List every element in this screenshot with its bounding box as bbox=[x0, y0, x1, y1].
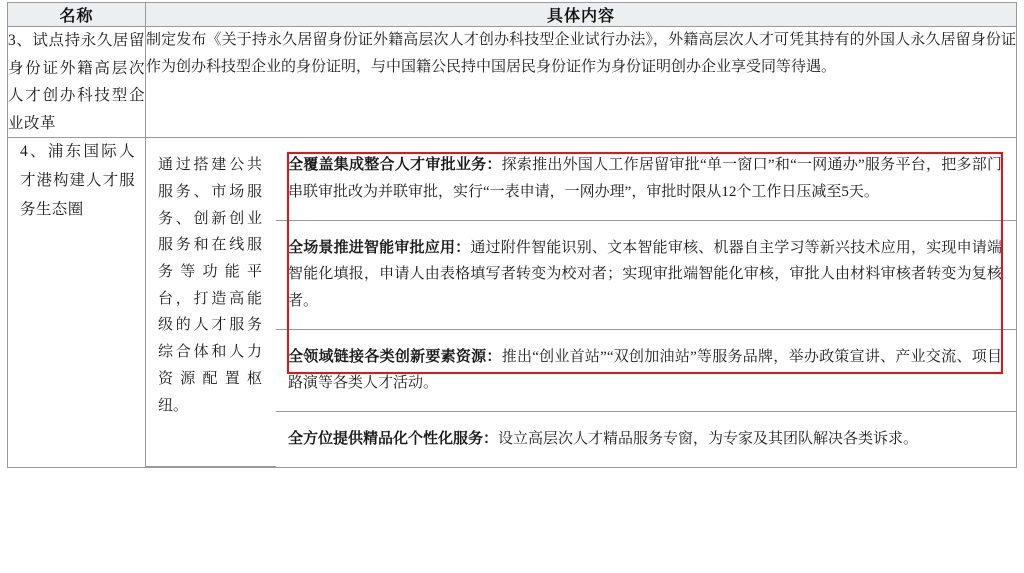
sub-row bbox=[146, 138, 1016, 220]
sub-item-cell bbox=[276, 220, 1016, 329]
sub-item-lead: 全覆盖集成整合人才审批业务： bbox=[288, 157, 502, 174]
sub-row bbox=[146, 329, 1016, 411]
sub-item-text: 推出“创业首站”“双创加油站”等服务品牌，举办政策宣讲、产业交流、项目路演等各类人才活动。 bbox=[288, 348, 1002, 392]
row-description-cell: 通过搭建公共服务、市场服务、创新创业服务和在线服务等功能平台，打造高能级的人才服务综合体和人力资源配置枢纽。 bbox=[146, 138, 276, 467]
row-name-cell: 3、试点持永久居留身份证外籍高层次人才创办科技型企业改革 bbox=[8, 27, 146, 138]
document-page bbox=[0, 2, 1024, 573]
row-name-text: 4、浦东国际人才港构建人才服务生态圈 bbox=[20, 143, 135, 218]
row-content-cell bbox=[146, 138, 1017, 468]
sub-item-paragraph bbox=[288, 426, 1002, 453]
sub-item-paragraph bbox=[288, 152, 1002, 205]
sub-item-text: 设立高层次人才精品服务专窗，为专家及其团队解决各类诉求。 bbox=[498, 431, 919, 448]
sub-row bbox=[146, 412, 1016, 467]
column-header-content: 具体内容 bbox=[146, 3, 1017, 27]
policy-table bbox=[7, 2, 1017, 468]
sub-item-lead: 全方位提供精品化个性化服务： bbox=[288, 431, 499, 448]
sub-item-cell bbox=[276, 412, 1016, 467]
sub-item-lead: 全场景推进智能审批应用： bbox=[288, 239, 471, 256]
sub-item-text: 通过附件智能识别、文本智能审核、机器自主学习等新兴技术应用，实现申请端智能化填报，申请人由表格填写者转变为校对者；实现审批端智能化审核，审批人由材料审核者转变为复核者。 bbox=[288, 239, 1002, 310]
sub-item-paragraph bbox=[288, 235, 1002, 315]
table-row bbox=[8, 138, 1017, 468]
table-header bbox=[8, 3, 1017, 27]
column-header-name: 名称 bbox=[8, 3, 146, 27]
sub-items-table bbox=[146, 138, 1016, 467]
sub-item-lead: 全领域链接各类创新要素资源： bbox=[288, 348, 502, 365]
row-content-cell: 制定发布《关于持永久居留身份证外籍高层次人才创办科技型企业试行办法》，外籍高层次人才可凭其持有的外国人永久居留身份证作为创办科技型企业的身份证明，与中国籍公民持中国居民身份证作为身份证明创办企业享受同等待遇。 bbox=[146, 27, 1017, 138]
row-name-cell bbox=[8, 138, 146, 468]
sub-item-paragraph bbox=[288, 344, 1002, 397]
sub-row bbox=[146, 220, 1016, 329]
sub-item-text: 探索推出外国人工作居留审批“单一窗口”和“一网通办”服务平台，把多部门串联审批改为并联审批，实行“一表申请，一网办理”，审批时限从12个工作日压减至5天。 bbox=[288, 157, 1002, 200]
sub-item-cell bbox=[276, 329, 1016, 411]
table-body bbox=[8, 27, 1017, 468]
table-row bbox=[8, 27, 1017, 138]
sub-item-cell bbox=[276, 138, 1016, 220]
table-header-row bbox=[8, 3, 1017, 27]
